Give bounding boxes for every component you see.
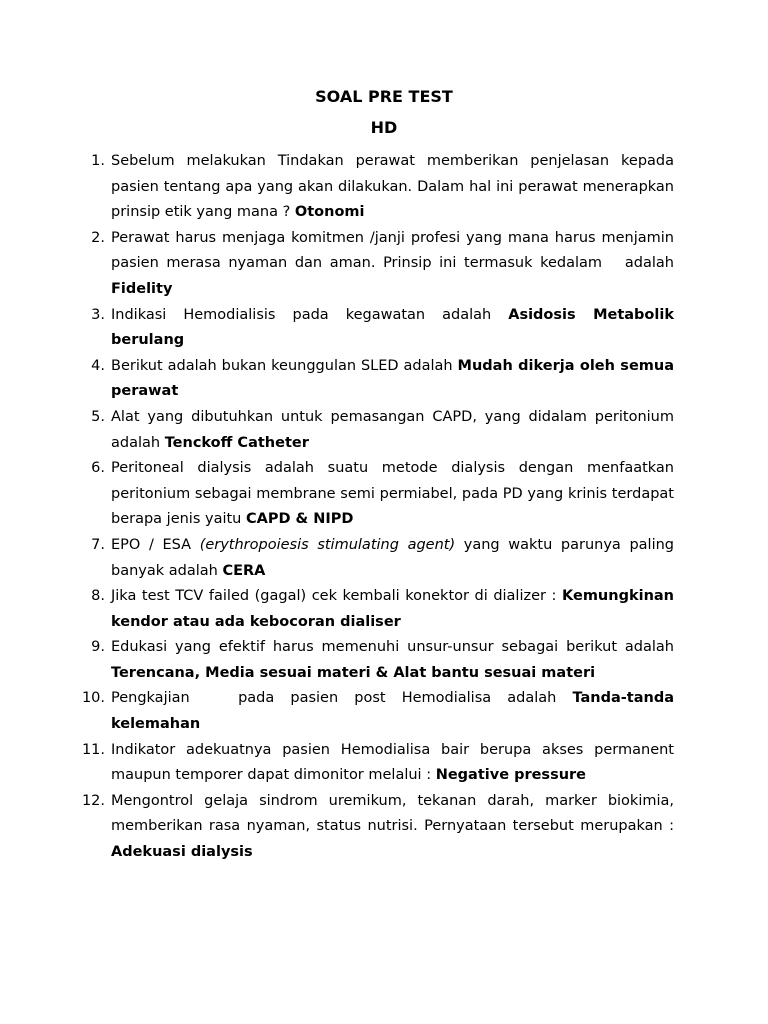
answer-text: Asidosis Metabolik berulang — [111, 306, 674, 349]
answer-text: CERA — [222, 562, 266, 579]
answer-text: Adekuasi dialysis — [111, 844, 253, 861]
question-prompt: Alat yang dibutuhkan untuk pemasangan CAPD, yang didalam peritonium adalah — [111, 408, 674, 451]
answer-text: Mudah dikerja oleh semua perawat — [111, 357, 674, 400]
question-text — [111, 354, 674, 405]
answer-text: Kemungkinan kendor atau ada kebocoran dialiser — [111, 588, 674, 630]
question-item — [0, 303, 768, 354]
question-prompt: yang waktu parunya paling banyak adalah — [111, 536, 674, 579]
question-prompt: Pengkajian pada pasien post Hemodialisa adalah — [111, 690, 573, 707]
question-item — [0, 226, 768, 303]
question-number: 7. — [91, 536, 105, 553]
question-number: 10. — [81, 690, 105, 707]
question-number: 4. — [91, 357, 105, 374]
question-number: 2. — [91, 229, 105, 246]
question-prompt: Berikut adalah bukan keunggulan SLED adalah — [111, 357, 458, 374]
answer-text: Tenckoff Catheter — [164, 434, 309, 451]
answer-text: Fidelity — [111, 280, 173, 297]
answer-text: Tanda-tanda kelemahan — [111, 690, 674, 733]
question-prompt: Peritoneal dialysis adalah suatu metode dialysis dengan menfaatkan peritonium sebagai membrane semi permiabel, pada PD yang krinis terdapat berapa jenis yaitu — [111, 460, 674, 528]
question-number: 8. — [91, 588, 105, 605]
question-item — [0, 686, 768, 737]
question-number: 3. — [91, 306, 105, 323]
answer-text: Negative pressure — [435, 767, 587, 784]
italic-text: (erythropoiesis stimulating agent) — [199, 536, 456, 553]
question-text — [111, 584, 674, 635]
question-item — [0, 584, 768, 635]
question-text — [111, 738, 674, 789]
question-item — [0, 533, 768, 584]
answer-text: Otonomi — [294, 204, 365, 221]
question-number: 12. — [81, 792, 105, 809]
answer-text: Terencana, Media sesuai materi & Alat bantu sesuai materi — [111, 664, 596, 681]
question-number: 1. — [91, 153, 105, 169]
answer-text: CAPD & NIPD — [245, 511, 354, 528]
question-item — [0, 456, 768, 533]
question-item — [0, 149, 768, 226]
document-subtitle: HD — [370, 118, 398, 137]
question-number: 11. — [81, 741, 105, 758]
question-item — [0, 789, 768, 866]
question-number: 9. — [91, 639, 105, 656]
question-text — [111, 533, 674, 584]
question-text — [111, 149, 674, 226]
question-text — [111, 635, 674, 686]
question-item — [0, 354, 768, 405]
question-prompt: Perawat harus menjaga komitmen /janji profesi yang mana harus menjamin pasien merasa nyaman dan aman. Prinsip ini termasuk kedalam adalah — [111, 229, 674, 272]
question-text — [111, 686, 674, 737]
question-item — [0, 738, 768, 789]
question-text — [111, 456, 674, 533]
question-text — [111, 303, 674, 354]
question-number: 5. — [91, 408, 105, 425]
question-text — [111, 405, 674, 456]
question-number: 6. — [91, 460, 105, 477]
question-item — [0, 405, 768, 456]
document-title: SOAL PRE TEST — [315, 87, 453, 106]
question-prompt: Edukasi yang efektif harus memenuhi unsur-unsur sebagai berikut adalah — [111, 639, 674, 656]
question-prompt: Indikator adekuatnya pasien Hemodialisa bair berupa akses permanent maupun temporer dapat dimonitor melalui : — [111, 741, 674, 784]
question-item — [0, 635, 768, 686]
question-prompt: Mengontrol gelaja sindrom uremikum, tekanan darah, marker biokimia, memberikan rasa nyaman, status nutrisi. Pernyataan tersebut merupakan : — [111, 792, 674, 835]
question-text — [111, 789, 674, 866]
question-prompt: Jika test TCV failed (gagal) cek kembali konektor di dializer : — [111, 588, 562, 605]
question-list — [0, 149, 768, 866]
question-text — [111, 226, 674, 303]
question-prompt: Indikasi Hemodialisis pada kegawatan adalah — [111, 306, 509, 323]
question-prompt: Sebelum melakukan Tindakan perawat memberikan penjelasan kepada pasien tentang apa yang akan dilakukan. Dalam hal ini perawat menerapkan prinsip etik yang mana ? — [111, 153, 674, 221]
question-prompt: EPO / ESA — [111, 536, 200, 553]
